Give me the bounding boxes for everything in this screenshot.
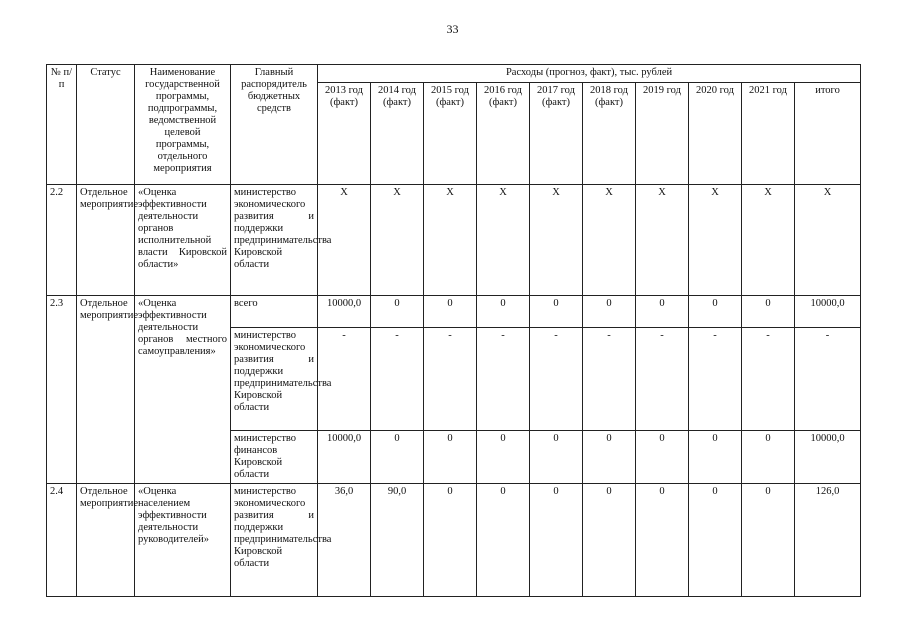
value-cell: 0 xyxy=(583,296,636,328)
value-cell-total: X xyxy=(795,185,861,296)
value-cell: 0 xyxy=(424,431,477,484)
value-cell: X xyxy=(636,185,689,296)
value-cell: - xyxy=(424,328,477,431)
value-cell: 0 xyxy=(689,296,742,328)
header-name: Наименование государственной программы, подпрограммы, ведомственной целевой программы, отдельного мероприятия xyxy=(135,65,231,185)
value-cell: 0 xyxy=(636,296,689,328)
header-no: № п/п xyxy=(47,65,77,185)
value-cell-total: 10000,0 xyxy=(795,431,861,484)
budget-table xyxy=(46,64,861,597)
value-cell: 0 xyxy=(530,296,583,328)
table-row xyxy=(47,296,861,328)
value-cell: 0 xyxy=(371,431,424,484)
header-row xyxy=(47,65,861,83)
header-expenses: Расходы (прогноз, факт), тыс. рублей xyxy=(318,65,861,83)
value-cell: 0 xyxy=(371,296,424,328)
row-no: 2.3 xyxy=(47,296,77,484)
value-cell: - xyxy=(318,328,371,431)
header-year: 2021 год xyxy=(742,83,795,185)
value-cell: 10000,0 xyxy=(318,431,371,484)
value-cell: X xyxy=(742,185,795,296)
row-manager: министерство экономического развития и поддержки предпринимательства Кировской области xyxy=(231,328,318,431)
value-cell: - xyxy=(530,328,583,431)
value-cell: X xyxy=(318,185,371,296)
value-cell: 0 xyxy=(530,431,583,484)
row-status: Отдельное мероприятие xyxy=(77,185,135,296)
value-cell: 0 xyxy=(636,431,689,484)
value-cell: 0 xyxy=(424,484,477,597)
page-number: 33 xyxy=(446,22,459,36)
value-cell: 0 xyxy=(742,484,795,597)
table-row xyxy=(47,185,861,296)
value-cell: 0 xyxy=(583,431,636,484)
value-cell: 10000,0 xyxy=(318,296,371,328)
value-cell: 0 xyxy=(477,484,530,597)
value-cell: - xyxy=(689,328,742,431)
row-status: Отдельное мероприятие xyxy=(77,296,135,484)
header-manager: Главный распорядитель бюджетных средств xyxy=(231,65,318,185)
row-manager: министерство экономического развития и поддержки предпринимательства Кировской области xyxy=(231,185,318,296)
value-cell: - xyxy=(371,328,424,431)
header-total: итого xyxy=(795,83,861,185)
value-cell: - xyxy=(742,328,795,431)
value-cell: 0 xyxy=(689,431,742,484)
row-manager: министерство финансов Кировской области xyxy=(231,431,318,484)
header-year: 2018 год (факт) xyxy=(583,83,636,185)
value-cell-total: - xyxy=(795,328,861,431)
row-status: Отдельное мероприятие xyxy=(77,484,135,597)
value-cell: 0 xyxy=(477,296,530,328)
value-cell: 36,0 xyxy=(318,484,371,597)
header-year: 2017 год (факт) xyxy=(530,83,583,185)
value-cell-total: 10000,0 xyxy=(795,296,861,328)
value-cell: X xyxy=(583,185,636,296)
value-cell: 0 xyxy=(424,296,477,328)
value-cell: 0 xyxy=(636,484,689,597)
value-cell: 0 xyxy=(742,431,795,484)
header-year: 2020 год xyxy=(689,83,742,185)
row-name: «Оценка эффективности деятельности органов исполнительной власти Кировской области» xyxy=(135,185,231,296)
value-cell: - xyxy=(583,328,636,431)
row-name: «Оценка эффективности деятельности органов местного самоуправления» xyxy=(135,296,231,484)
value-cell: 0 xyxy=(689,484,742,597)
table-row xyxy=(47,484,861,597)
value-cell-total: 126,0 xyxy=(795,484,861,597)
value-cell: 0 xyxy=(742,296,795,328)
value-cell: - xyxy=(636,328,689,431)
value-cell: 0 xyxy=(583,484,636,597)
value-cell: - xyxy=(477,328,530,431)
value-cell: 0 xyxy=(477,431,530,484)
header-year: 2013 год (факт) xyxy=(318,83,371,185)
row-no: 2.4 xyxy=(47,484,77,597)
header-year: 2019 год xyxy=(636,83,689,185)
header-year: 2016 год (факт) xyxy=(477,83,530,185)
row-manager: министерство экономического развития и поддержки предпринимательства Кировской области xyxy=(231,484,318,597)
value-cell: 0 xyxy=(530,484,583,597)
value-cell: X xyxy=(477,185,530,296)
value-cell: X xyxy=(530,185,583,296)
row-name: «Оценка населением эффективности деятельности руководителей» xyxy=(135,484,231,597)
row-no: 2.2 xyxy=(47,185,77,296)
value-cell: X xyxy=(424,185,477,296)
header-year: 2014 год (факт) xyxy=(371,83,424,185)
header-year: 2015 год (факт) xyxy=(424,83,477,185)
value-cell: 90,0 xyxy=(371,484,424,597)
header-status: Статус xyxy=(77,65,135,185)
row-manager: всего xyxy=(231,296,318,328)
value-cell: X xyxy=(689,185,742,296)
value-cell: X xyxy=(371,185,424,296)
